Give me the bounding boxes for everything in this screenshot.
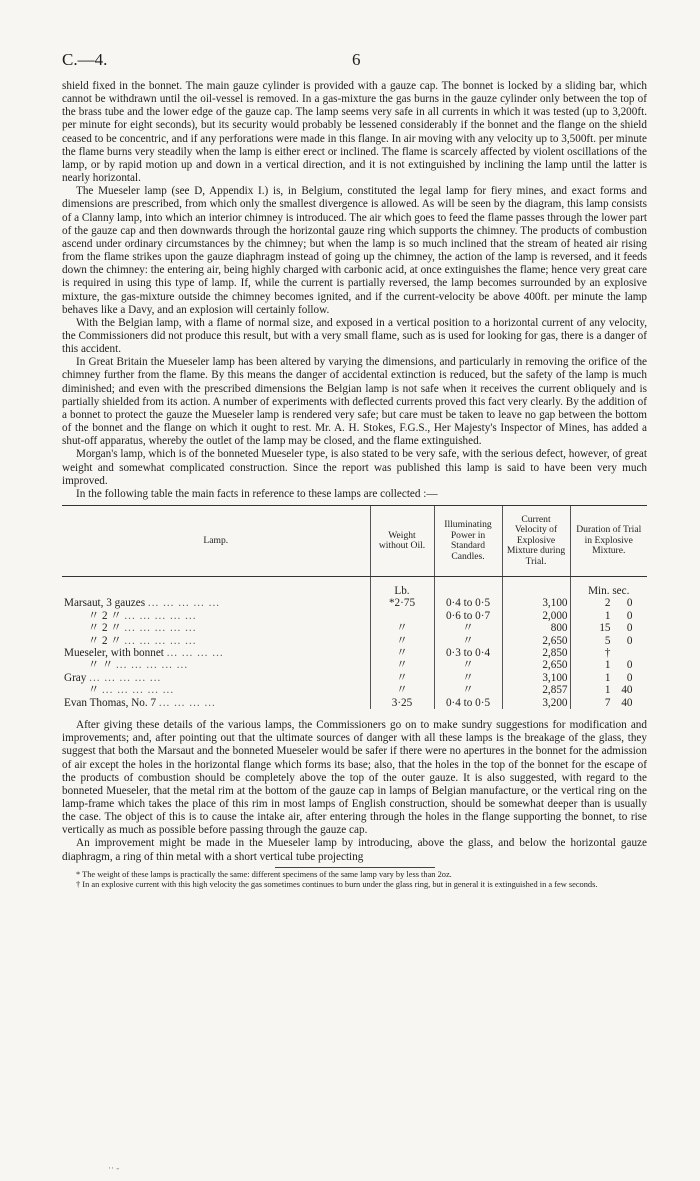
velocity-cell: 2,850 <box>502 647 570 659</box>
duration-cell <box>570 659 647 671</box>
weight-cell <box>370 610 434 622</box>
leader-dots: ... ... ... ... <box>158 696 216 709</box>
lamp-label: Marsaut, 3 gauzes <box>64 597 146 610</box>
duration-cell <box>570 697 647 709</box>
lamp-label: 〃 2 〃 <box>88 622 122 635</box>
duration-min: 1 <box>604 671 611 684</box>
table-row <box>62 597 647 609</box>
lamp-table <box>62 505 647 709</box>
velocity-cell: 3,200 <box>502 697 570 709</box>
velocity-cell: 2,857 <box>502 684 570 696</box>
paragraph: An improvement might be made in the Mueseler lamp by introducing, above the glass, and below the horizontal gauze diaphragm, a ring of thin metal with a short vertical tube projecting <box>62 837 647 863</box>
table-row <box>62 697 647 709</box>
table-row <box>62 659 647 671</box>
paragraph: The Mueseler lamp (see D, Appendix I.) is, in Belgium, constituted the legal lamp for fiery mines, and exact forms and dimensions are prescribed, from which only the smallest divergence is allowed. As will be seen by the diagram, this lamp consists of a Clanny lamp, into which an interior chimney is introduced. The air which goes to feed the flame passes through the lower part of the gauze cap and then downwards through the horizontal gauze ring which supports the chimney. The products of combustion ascend under ordinary circumstances by the chimney; but when the lamp is so much inclined that the stream of heated air rising from the flame strikes upon the gauze diaphragm instead of going up the chimney, the action of the lamp is reversed, and it feeds down the chimney: the entering air, being highly charged with carbonic acid, at once extinguishes the flame; hence very great care is required in using this type of lamp. If, while the current is partially reversed, the lamp becomes surrounded by an explosive mixture, the gas-mixture outside the chimney becomes ignited, and if the current-velocity be above 400ft. per minute the lamp behaves like a Davy, and an explosion will certainly follow. <box>62 185 647 316</box>
lamp-label: 〃 2 〃 <box>88 609 122 622</box>
power-cell: 0·3 to 0·4 <box>434 647 502 659</box>
duration-sec: 0 <box>626 622 633 635</box>
weight-cell: *2·75 <box>370 597 434 609</box>
lamp-label: 〃 <box>88 684 100 697</box>
table-header-row <box>62 506 647 577</box>
lamp-name <box>62 672 370 684</box>
power-cell: 0·6 to 0·7 <box>434 610 502 622</box>
duration-sec: 0 <box>626 634 633 647</box>
table-row <box>62 684 647 696</box>
lamp-label: 〃 〃 <box>88 659 114 672</box>
lamp-label: Mueseler, with bonnet <box>64 647 164 660</box>
duration-cell <box>570 597 647 609</box>
lamp-name <box>62 610 370 622</box>
duration-sec: 40 <box>621 696 633 709</box>
duration-cell <box>570 684 647 696</box>
leader-dots: ... ... ... ... ... <box>124 634 197 647</box>
paragraph: In Great Britain the Mueseler lamp has been altered by varying the dimensions, and particularly in removing the orifice of the chimney further from the flame. By this means the danger of accidental extinction is reduced, but the safety of the lamp is much diminished; and even with the prescribed dimensions the Belgian lamp is not safe when it receives the current obliquely and is partially shielded from its action. A number of experiments with deflected currents proved this fact very clearly. By the addition of a bonnet to protect the gauze the Mueseler lamp is rendered very safe; but care must be taken to leave no gap between the bottom of the bonnet and the flange on which it ought to rest. Mr. A. H. Stokes, F.G.S., Her Majesty's Inspector of Mines, has added a shut-off apparatus, whereby the outlet of the lamp may be closed, and the flame extinguished. <box>62 356 647 448</box>
weight-cell: 〃 <box>370 647 434 659</box>
document-id: C.—4. <box>62 50 108 69</box>
lamp-label: Evan Thomas, No. 7 <box>64 696 157 709</box>
paragraph: After giving these details of the various lamps, the Commissioners go on to make sundry suggestions for modification and improvements; and, after pointing out that the ultimate sources of danger with all these lamps is the breakage of the glass, they suggest that both the Marsaut and the bonneted Mueseler would be safer if there were no apertures in the bonnet for the admission of air except the holes in the horizontal flange which forms its base; also, that the holes in the top of the bonnet for the escape of the products of combustion should be completely above the top of the outer gauze. It is also suggested, with regard to the bonneted Mueseler, that the metal rim at the bottom of the gauze cap in lamps of Belgian manufacture, or the vertical ring on the lamp-frame which takes the place of this rim in most lamps of English construction, should be somewhat deeper than is usually the case. The object of this is to cause the intake air, after entering through the holes in the flange supporting the bonnet, to rise vertically as much as possible before passing through the gauze cap. <box>62 719 647 837</box>
power-cell: 0·4 to 0·5 <box>434 597 502 609</box>
footnote: † In an explosive current with this high velocity the gas sometimes continues to burn under the glass ring, but in general it is extinguished in a few seconds. <box>76 879 598 889</box>
velocity-cell: 2,650 <box>502 659 570 671</box>
duration-min: 5 <box>604 634 611 647</box>
weight-unit: Lb. <box>370 577 434 598</box>
table-row <box>62 635 647 647</box>
weight-cell: 〃 <box>370 684 434 696</box>
leader-dots: ... ... ... ... ... <box>124 622 197 635</box>
header-duration: Duration of Trial in Explosive Mixture. <box>570 506 647 577</box>
duration-min: 1 <box>604 684 611 697</box>
header-power: Illuminating Power in Standard Candles. <box>434 506 502 577</box>
leader-dots: ... ... ... ... <box>166 647 224 660</box>
duration-cell <box>570 610 647 622</box>
document-page <box>62 50 647 889</box>
duration-cell <box>570 672 647 684</box>
velocity-cell: 800 <box>502 622 570 634</box>
power-cell: 〃 <box>434 672 502 684</box>
duration-unit: Min. sec. <box>570 577 647 598</box>
weight-cell: 〃 <box>370 659 434 671</box>
power-cell: 〃 <box>434 659 502 671</box>
lamp-label: 〃 2 〃 <box>88 634 122 647</box>
velocity-cell: 3,100 <box>502 672 570 684</box>
duration-sec: 0 <box>626 609 633 622</box>
duration-min: 15 <box>599 622 611 635</box>
lamp-name <box>62 597 370 609</box>
weight-cell: 〃 <box>370 672 434 684</box>
duration-min: 1 <box>604 609 611 622</box>
weight-cell: 〃 <box>370 622 434 634</box>
leader-dots: ... ... ... ... ... <box>124 609 197 622</box>
duration-min: 7 <box>604 696 611 709</box>
paragraph: With the Belgian lamp, with a flame of normal size, and exposed in a vertical position to a horizontal current of any velocity, the Commissioners did not produce this result, but with a very small flame, such as is used for looking for gas, there is a danger of this accident. <box>62 316 647 356</box>
duration-cell <box>570 647 647 659</box>
duration-sec: 0 <box>626 671 633 684</box>
duration-min: 2 <box>604 597 611 610</box>
table-units-row <box>62 577 647 598</box>
duration-cell <box>570 635 647 647</box>
duration-min: † <box>604 647 611 660</box>
duration-sec: 40 <box>621 684 633 697</box>
footnote: * The weight of these lamps is practically the same: different specimens of the same lamp vary by less than 2oz. <box>76 869 452 879</box>
power-cell: 〃 <box>434 622 502 634</box>
leader-dots: ... ... ... ... ... <box>89 671 162 684</box>
page-number: 6 <box>352 50 361 69</box>
page-mark: ·· ‑ <box>108 1163 120 1173</box>
weight-cell: 3·25 <box>370 697 434 709</box>
header-weight: Weight without Oil. <box>370 506 434 577</box>
lamp-name <box>62 635 370 647</box>
duration-sec: 0 <box>626 597 633 610</box>
paragraph: shield fixed in the bonnet. The main gauze cylinder is provided with a gauze cap. The bonnet is locked by a sliding bar, which cannot be withdrawn until the oil-vessel is removed. In a gas-mixture the gas burns in the gauze cylinder only between the top of the brass tube and the lower edge of the gauze cap. The lamp seems very safe in all currents in which it was tested (up to 3,200ft. per minute for eight seconds), but its security would probably be lessened considerably if the bonnet and the flange on the shield ceased to be concentric, and if any perforations were made in this flange. In air moving with any velocity up to 3,500ft. per minute the flame burns very steadily when the lamp is either erect or inclined. The flame is scarcely affected by violent oscillations of the lamp, or by rapid motion up and down in a vertical direction, and it is not extinguished by inclining the lamp until the latter is nearly horizontal. <box>62 80 647 185</box>
table-row <box>62 610 647 622</box>
velocity-cell: 2,650 <box>502 635 570 647</box>
leader-dots: ... ... ... ... ... <box>115 659 189 672</box>
lamp-label: Gray <box>64 671 87 684</box>
table-row <box>62 647 647 659</box>
velocity-cell: 3,100 <box>502 597 570 609</box>
header-velocity: Current Velocity of Explosive Mixture during Trial. <box>502 506 570 577</box>
page-header <box>62 50 647 80</box>
leader-dots: ... ... ... ... ... <box>102 684 175 697</box>
velocity-cell: 2,000 <box>502 610 570 622</box>
lamp-name <box>62 647 370 659</box>
header-lamp: Lamp. <box>62 506 370 577</box>
power-cell: 〃 <box>434 684 502 696</box>
duration-cell <box>570 622 647 634</box>
lamp-name <box>62 697 370 709</box>
power-cell: 0·4 to 0·5 <box>434 697 502 709</box>
table-row <box>62 672 647 684</box>
lamp-name <box>62 622 370 634</box>
table-row <box>62 622 647 634</box>
duration-min: 1 <box>604 659 611 672</box>
duration-sec: 0 <box>626 659 633 672</box>
lamp-name <box>62 684 370 696</box>
paragraph: In the following table the main facts in reference to these lamps are collected :— <box>76 487 438 500</box>
power-cell: 〃 <box>434 635 502 647</box>
lamp-name <box>62 659 370 671</box>
paragraph: Morgan's lamp, which is of the bonneted Mueseler type, is also stated to be very safe, with the serious defect, however, of great weight and somewhat complicated construction. Since the report was published this lamp is said to have been very much improved. <box>62 448 647 487</box>
footnote-divider <box>275 867 435 868</box>
leader-dots: ... ... ... ... ... <box>147 597 221 610</box>
weight-cell: 〃 <box>370 635 434 647</box>
